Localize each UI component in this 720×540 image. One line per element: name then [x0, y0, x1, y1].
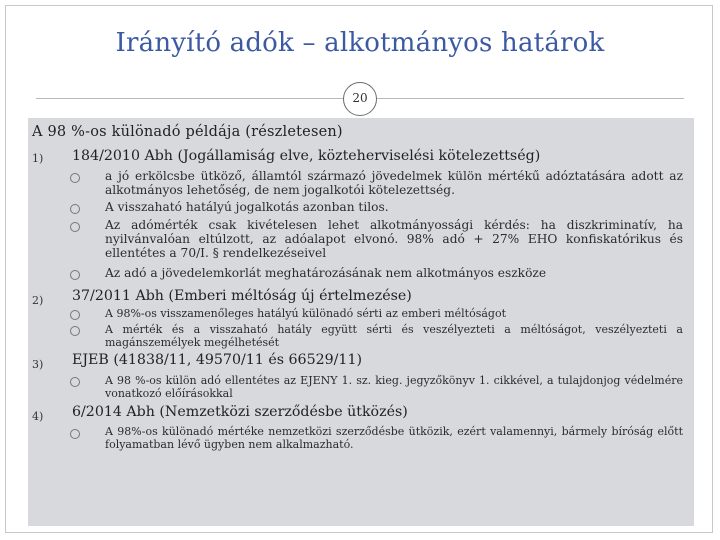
list-item: A visszaható hatályú jogalkotás azonban tilos. — [105, 200, 389, 214]
section-number: 3) — [32, 358, 44, 371]
bullet-icon — [70, 173, 80, 183]
section-title: 6/2014 Abh (Nemzetközi szerződésbe ütközés) — [72, 404, 408, 420]
list-item: A 98%-os visszamenőleges hatályú különadó sérti az emberi méltóságot — [105, 307, 506, 320]
section-title: 37/2011 Abh (Emberi méltóság új értelmezése) — [72, 288, 412, 304]
list-item: a jó erkölcsbe ütköző, államtól származó jövedelmek külön mértékű adóztatására adott az alkotmányos lehetőség, de nem jogalkotói kötelezettség. — [105, 169, 683, 198]
section-title: 184/2010 Abh (Jogállamiság elve, közteherviselési kötelezettség) — [72, 148, 541, 164]
list-item: Az adó a jövedelemkorlát meghatározásának nem alkotmányos eszköze — [105, 266, 547, 280]
list-item: A 98 %-os külön adó ellentétes az EJENY 1. sz. kieg. jegyzőkönyv 1. cikkével, a tulajdonjog védelmére vonatkozó előírásokkal — [105, 374, 683, 400]
section-number: 2) — [32, 294, 44, 307]
list-item: A mérték és a visszaható hatály együtt sérti és veszélyezteti a méltóságot, veszélyezteti a magánszemélyek megélhetését — [105, 323, 683, 349]
bullet-icon — [70, 270, 80, 280]
bullet-icon — [70, 222, 80, 232]
section-number: 4) — [32, 410, 44, 423]
bullet-icon — [70, 310, 80, 320]
content-heading: A 98 %-os különadó példája (részletesen) — [32, 124, 343, 140]
slide-title: Irányító adók – alkotmányos határok — [115, 28, 605, 58]
bullet-icon — [70, 204, 80, 214]
content-panel — [28, 118, 694, 526]
bullet-icon — [70, 377, 80, 387]
list-item: Az adómérték csak kivételesen lehet alkotmányossági kérdés: ha diszkriminatív, ha nyilvánvalóan eltúlzott, az adóalapot elvonó. 98% adó + 27% EHO konfiskatórikus és ellentétes a 70/I. § rendelkezéseivel — [105, 218, 683, 261]
page-number-badge: 20 — [343, 82, 377, 116]
section-number: 1) — [32, 152, 44, 165]
bullet-icon — [70, 429, 80, 439]
bullet-icon — [70, 326, 80, 336]
list-item: A 98%-os különadó mértéke nemzetközi szerződésbe ütközik, ezért valamennyi, bármely bíróság előtt folyamatban lévő ügyben nem alkalmazható. — [105, 425, 683, 451]
section-title: EJEB (41838/11, 49570/11 és 66529/11) — [72, 352, 363, 368]
